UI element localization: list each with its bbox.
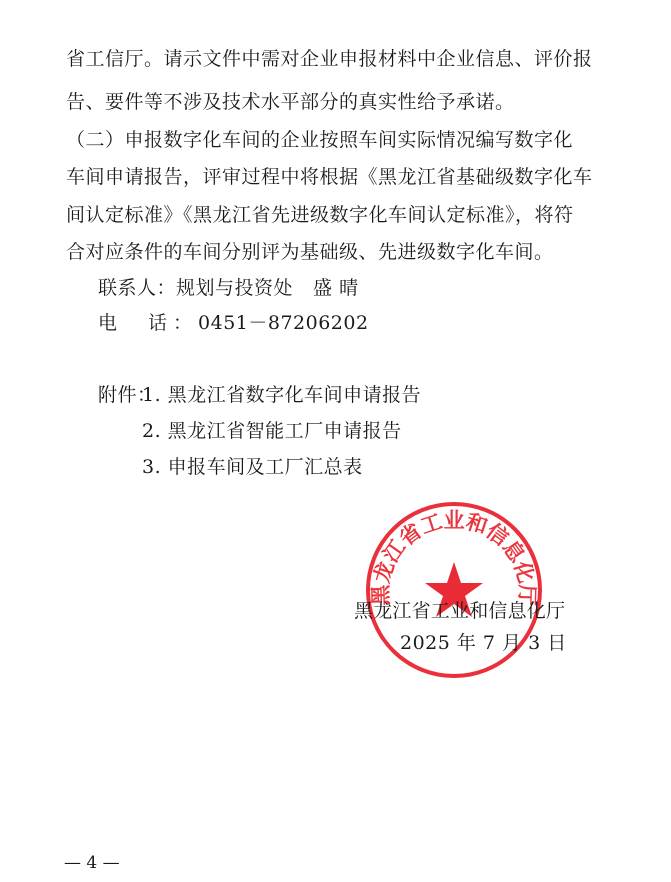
signature-org: 黑龙江省工业和信息化厅 <box>354 600 566 622</box>
phone-number: 0451－87206202 <box>198 312 369 334</box>
attachment-item-3: 3. 申报车间及工厂汇总表 <box>142 456 363 478</box>
attachment-item-1: 1. 黑龙江省数字化车间申请报告 <box>142 384 422 406</box>
body-line-1: 省工信厅。请示文件中需对企业申报材料中企业信息、评价报 <box>66 48 593 70</box>
body-line-4: 车间申请报告，评审过程中将根据《黑龙江省基础级数字化车 <box>66 166 593 188</box>
contact-dept: 规划与投资处 <box>176 277 294 299</box>
phone-row <box>98 311 369 335</box>
attachments-label: 附件： <box>98 384 157 406</box>
contact-name: 盛 晴 <box>313 277 359 299</box>
phone-label: 电 话： <box>98 312 199 334</box>
contact-row <box>98 276 359 300</box>
attachment-item-2: 2. 黑龙江省智能工厂申请报告 <box>142 420 402 442</box>
body-line-6: 合对应条件的车间分别评为基础级、先进级数字化车间。 <box>66 241 554 263</box>
page-number: — 4 — <box>64 853 120 873</box>
body-line-5: 间认定标准》《黑龙江省先进级数字化车间认定标准》，将符 <box>66 204 574 226</box>
svg-text:黑龙江省工业和信息化厅: 黑龙江省工业和信息化厅 <box>368 508 540 607</box>
body-line-2: 告、要件等不涉及技术水平部分的真实性给予承诺。 <box>66 91 515 113</box>
contact-label: 联系人： <box>98 277 177 299</box>
body-line-3: （二）申报数字化车间的企业按照车间实际情况编写数字化 <box>66 129 574 151</box>
signature-date: 2025 年 7 月 3 日 <box>400 632 567 654</box>
